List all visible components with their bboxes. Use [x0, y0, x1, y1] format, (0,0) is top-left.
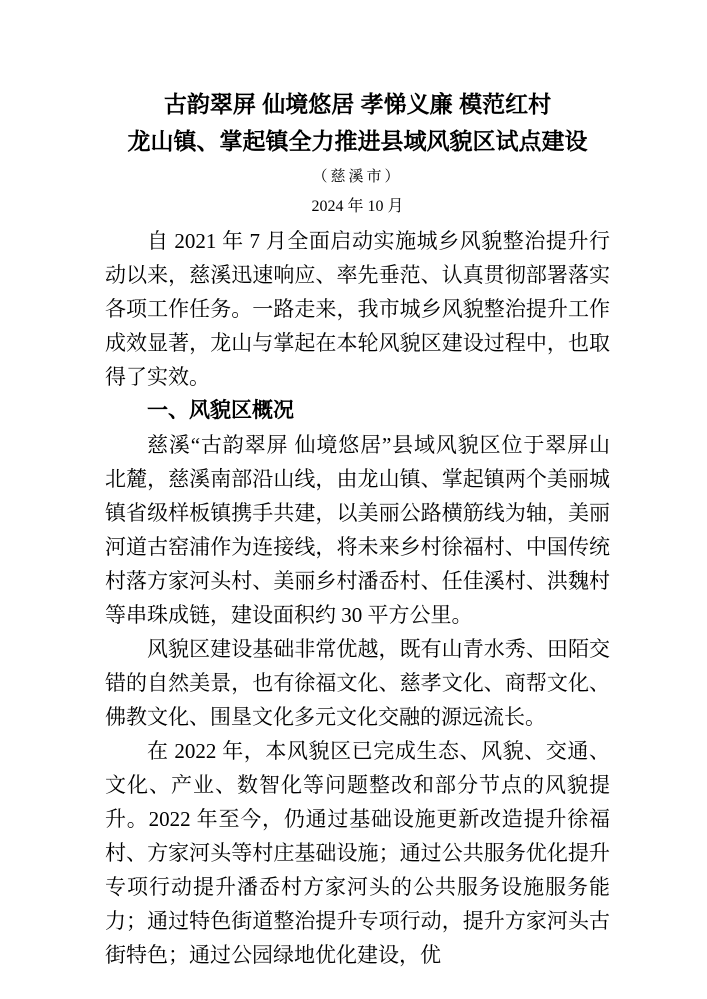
- paragraph-progress: 在 2022 年，本风貌区已完成生态、风貌、交通、文化、产业、数智化等问题整改和部分节点的风貌提升。2022 年至今，仍通过基础设施更新改造提升徐福村、方家河头等村庄基础设施；通过公共服务优化提升专项行动提升潘岙村方家河头的公共服务设施服务能力；通过特色街道整治提升专项行动，提升方家河头古街特色；通过公园绿地优化建设，优: [105, 739, 610, 967]
- section-heading-overview: 一、风貌区概况: [147, 399, 294, 422]
- document-title-line2: 龙山镇、掌起镇全力推进县域风貌区试点建设: [127, 128, 588, 154]
- document-date: 2024 年 10 月: [311, 198, 404, 215]
- document-body: [105, 224, 610, 972]
- paragraph-culture: 风貌区建设基础非常优越，既有山青水秀、田陌交错的自然美景，也有徐福文化、慈孝文化、商帮文化、佛教文化、围垦文化多元文化交融的源远流长。: [105, 637, 610, 729]
- document-title-line1: 古韵翠屏 仙境悠居 孝悌义廉 模范红村: [163, 91, 552, 117]
- document-subtitle: （慈溪市）: [312, 169, 403, 185]
- paragraph-intro: 自 2021 年 7 月全面启动实施城乡风貌整治提升行动以来，慈溪迅速响应、率先垂范、认真贯彻部署落实各项工作任务。一路走来，我市城乡风貌整治提升工作成效显著，龙山与掌起在本轮风貌区建设过程中，也取得了实效。: [105, 229, 610, 389]
- paragraph-location: 慈溪“古韵翠屏 仙境悠居”县域风貌区位于翠屏山北麓，慈溪南部沿山线，由龙山镇、掌起镇两个美丽城镇省级样板镇携手共建，以美丽公路横筋线为轴，美丽河道古窑浦作为连接线，将未来乡村徐福村、中国传统村落方家河头村、美丽乡村潘岙村、任佳溪村、洪魏村等串珠成链，建设面积约 30 平方公里。: [105, 433, 610, 627]
